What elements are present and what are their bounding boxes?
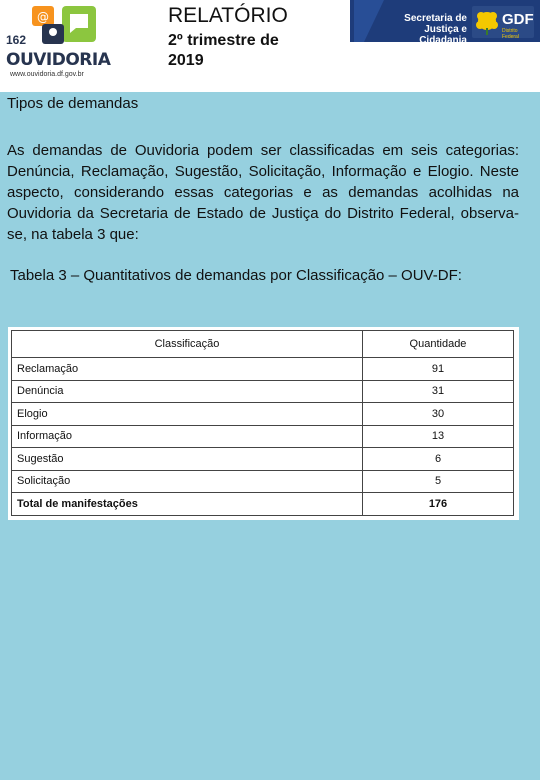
row-label: Solicitação — [12, 470, 363, 493]
gdf-logo — [472, 6, 534, 38]
ipe-flower-icon — [474, 8, 500, 36]
row-value: 6 — [363, 448, 514, 471]
table-row — [12, 380, 514, 403]
row-value: 30 — [363, 403, 514, 426]
row-label: Informação — [12, 425, 363, 448]
row-label: Elogio — [12, 403, 363, 426]
row-label: Denúncia — [12, 380, 363, 403]
row-value: 31 — [363, 380, 514, 403]
row-label: Reclamação — [12, 358, 363, 381]
total-label: Total de manifestações — [12, 493, 363, 516]
logo-url: www.ouvidoria.df.gov.br — [10, 71, 84, 78]
table-row — [12, 358, 514, 381]
row-value: 5 — [363, 470, 514, 493]
table-row — [12, 403, 514, 426]
row-label: Sugestão — [12, 448, 363, 471]
row-value: 91 — [363, 358, 514, 381]
report-period: 2º trimestre de 2019 — [168, 32, 279, 69]
secretaria-banner — [350, 0, 540, 46]
banner-text: Secretaria de Justiça e Cidadania — [404, 13, 467, 46]
banner-shape-icon — [354, 0, 396, 42]
section-heading: Tipos de demandas — [7, 95, 139, 112]
header-quantity: Quantidade — [363, 331, 514, 358]
ouvidoria-logo — [2, 2, 111, 80]
table-total-row — [12, 493, 514, 516]
table-caption: Tabela 3 – Quantitativos de demandas por Classificação – OUV-DF: — [10, 267, 462, 284]
table-header-row — [12, 331, 514, 358]
header-classification: Classificação — [12, 331, 363, 358]
demands-table — [11, 330, 514, 516]
report-title: RELATÓRIO — [168, 4, 288, 27]
svg-text:@: @ — [37, 10, 49, 24]
table-row — [12, 470, 514, 493]
gdf-tagline: Distrito Federal — [502, 28, 519, 40]
gdf-name: GDF — [502, 11, 534, 28]
table-card — [8, 327, 519, 520]
table-row — [12, 448, 514, 471]
body-paragraph: As demandas de Ouvidoria podem ser classificadas em seis categorias: Denúncia, Reclamação, Sugestão, Solicitação, Informação e Elogio. Neste aspecto, considerando essas categorias e as demandas acolhidas na Ouvidoria da Secretaria de Estado de Justiça do Distrito Federal, observa-se, na tabela 3 que: — [7, 142, 519, 243]
table-row — [12, 425, 514, 448]
row-value: 13 — [363, 425, 514, 448]
logo-number: 162 — [6, 33, 27, 47]
logo-brand-name: OUVIDORIA — [6, 50, 111, 70]
total-value: 176 — [363, 493, 514, 516]
report-header — [0, 0, 540, 92]
